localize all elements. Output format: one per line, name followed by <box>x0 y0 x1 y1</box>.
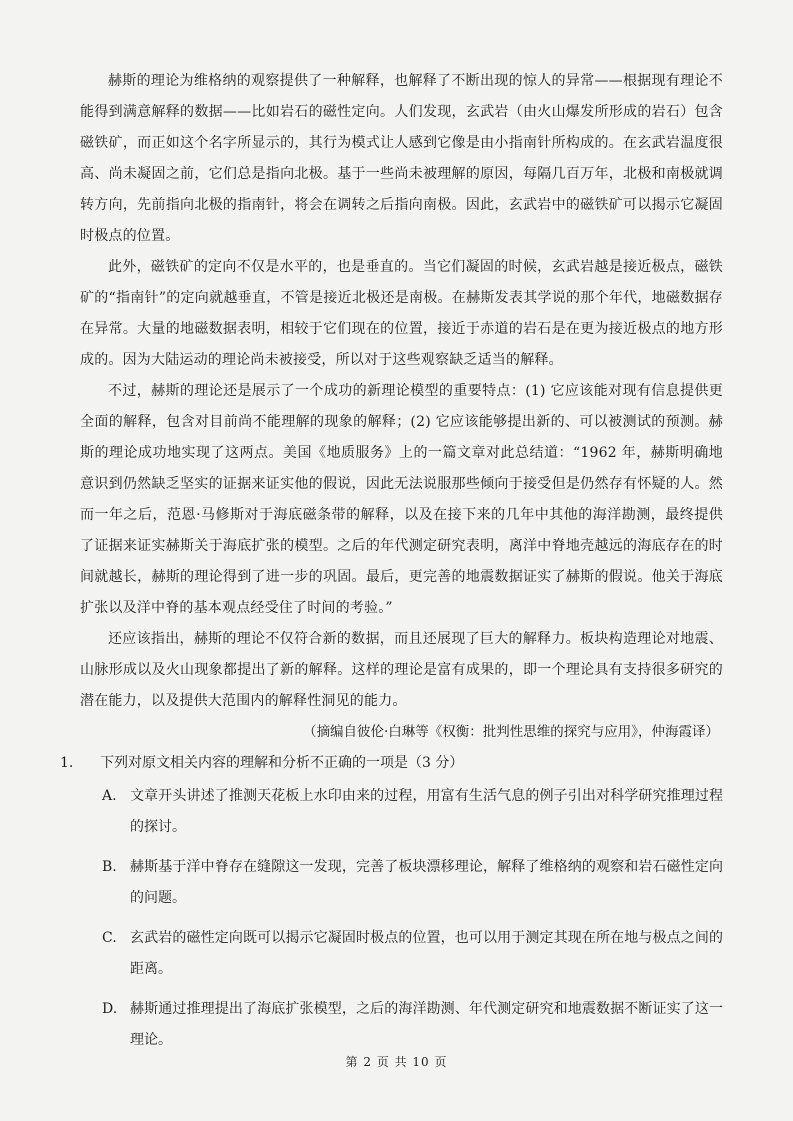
paragraph-1: 赫斯的理论为维格纳的观察提供了一种解释，也解释了不断出现的惊人的异常——根据现有理论不能得到满意解释的数据——比如岩石的磁性定向。人们发现，玄武岩（由火山爆发所形成的岩石）包含磁铁矿，而正如这个名字所显示的，其行为模式让人感到它像是由小指南针所构成的。在玄武岩温度很高、尚未凝固之前，它们总是指向北极。基于一些尚未被理解的原因，每隔几百万年，北极和南极就调转方向，先前指向北极的指南针，将会在调转之后指向南极。因此，玄武岩中的磁铁矿可以揭示它凝固时极点的位置。 <box>80 73 723 244</box>
question-1 <box>60 749 723 777</box>
question-number: 1. <box>60 755 74 771</box>
question-options <box>102 781 723 1056</box>
option-label: D. <box>102 1001 118 1017</box>
option-d <box>102 994 723 1056</box>
option-text: 赫斯基于洋中脊存在缝隙这一发现，完善了板块漂移理论，解释了维格纳的观察和岩石磁性定向的问题。 <box>130 859 723 906</box>
option-text: 文章开头讲述了推测天花板上水印由来的过程，用富有生活气息的例子引出对科学研究推理过程的探讨。 <box>130 788 723 835</box>
option-label: B. <box>102 859 117 875</box>
page-footer: 第 2 页 共 10 页 <box>345 1055 448 1069</box>
source-citation: （摘编自彼伦·白琳等《权衡：批判性思维的探究与应用》，仲海霞译） <box>302 724 719 740</box>
option-label: A. <box>102 788 117 804</box>
paragraph-2: 此外，磁铁矿的定向不仅是水平的，也是垂直的。当它们凝固的时候，玄武岩越是接近极点，磁铁矿的“指南针”的定向就越垂直，不管是接近北极还是南极。在赫斯发表其学说的那个年代，地磁数据存在异常。大量的地磁数据表明，相较于它们现在的位置，接近于赤道的岩石是在更为接近极点的地方形成的。因为大陆运动的理论尚未被接受，所以对于这些观察缺乏适当的解释。 <box>80 259 723 368</box>
option-c <box>102 923 723 985</box>
option-a <box>102 781 723 843</box>
paragraph-3: 不过，赫斯的理论还是展示了一个成功的新理论模型的重要特点：(1) 它应该能对现有信息提供更全面的解释，包含对目前尚不能理解的现象的解释；(2) 它应该能够提出新的、可以被测试的预测。赫斯的理论成功地实现了这两点。美国《地质服务》上的一篇文章对此总结道：“1962 年，赫斯明确地意识到仍然缺乏坚实的证据来证实他的假说，因此无法说服那些倾向于接受但是仍然存有怀疑的人。然而一年之后，范恩·马修斯对于海底磁条带的解释，以及在接下来的几年中其他的海洋勘测，最终提供了证据来证实赫斯关于海底扩张的模型。之后的年代测定研究表明，离洋中脊地壳越远的海底存在的时间就越长，赫斯的理论得到了进一步的巩固。最后，更完善的地震数据证实了赫斯的假说。他关于海底扩张以及洋中脊的基本观点经受住了时间的考验。” <box>80 383 723 616</box>
option-text: 玄武岩的磁性定向既可以揭示它凝固时极点的位置，也可以用于测定其现在所在地与极点之间的距离。 <box>130 930 723 977</box>
option-label: C. <box>102 930 117 946</box>
option-b <box>102 852 723 914</box>
paragraph-4: 还应该指出，赫斯的理论不仅符合新的数据，而且还展现了巨大的解释力。板块构造理论对地震、山脉形成以及火山现象都提出了新的解释。这样的理论是富有成果的，即一个理论具有支持很多研究的潜在能力，以及提供大范围内的解释性洞见的能力。 <box>80 631 723 709</box>
option-text: 赫斯通过推理提出了海底扩张模型，之后的海洋勘测、年代测定研究和地震数据不断证实了这一理论。 <box>130 1001 723 1048</box>
question-stem: 下列对原文相关内容的理解和分析不正确的一项是（3 分） <box>100 755 464 771</box>
